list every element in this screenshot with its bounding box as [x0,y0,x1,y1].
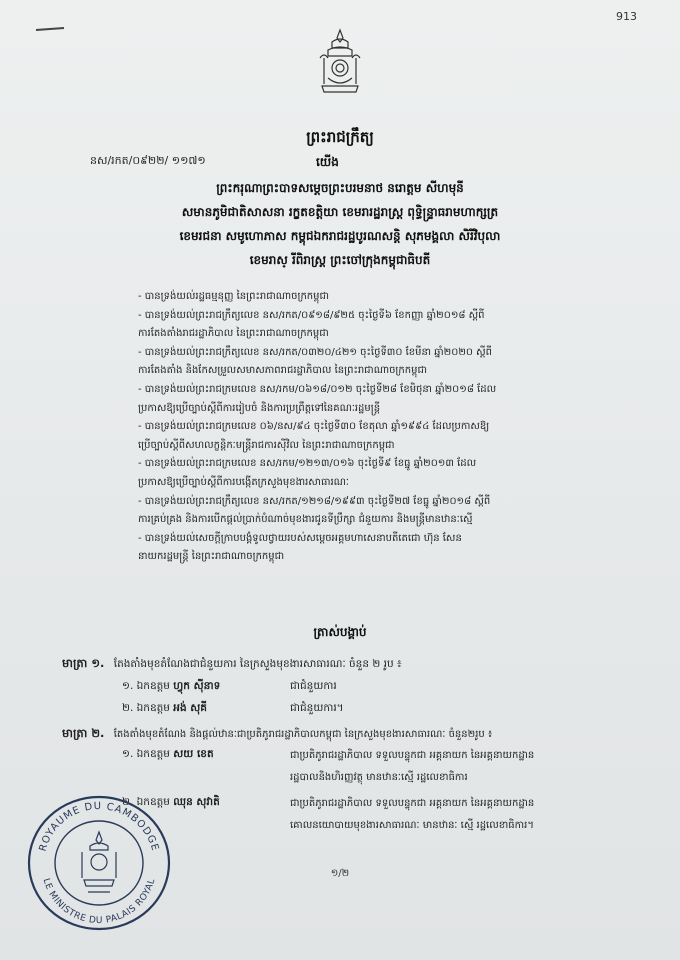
seal-label: យើង [316,155,339,169]
svg-text:ROYAUME DU CAMBODGE: ROYAUME DU CAMBODGE [37,800,161,853]
person-role: ជាជំនួយការ។ [290,702,344,714]
pen-mark [36,27,64,31]
person-number: ១. ឯកឧត្តម [122,680,170,692]
king-title-line: ខេមរជនា សមូហោភាស កម្ពុជឯករាជរដ្ឋបូរណសន្តិ សុភមង្គលា សិរីវិបុលា [179,229,501,243]
article-text: តែងតាំងមុខតំណែងជាជំនួយការ នៃក្រសួងមុខងារសាធារណៈ ចំនួន ២ រូប ៖ [113,658,402,670]
article-1 [62,656,402,673]
person-name: ឈុន សុវាតិ [173,796,220,808]
person-role: ជាប្រតិភូរាជរដ្ឋាភិបាល ទទួលបន្ទុកជា អគ្គនាយក នៃអគ្គនាយកដ្ឋាន [290,750,535,761]
visa-line: ប្រកាសឱ្យប្រើច្បាប់ស្តីពីការរៀបចំ និងការប្រព្រឹត្តទៅនៃគណៈរដ្ឋមន្ត្រី [138,402,381,414]
person-number: ២. ឯកឧត្តម [122,796,170,808]
person-row [122,702,207,717]
person-name: អង់ សុគី [173,702,207,714]
person-role: ជាជំនួយការ [290,680,337,692]
visa-line: - បានទ្រង់យល់រដ្ឋធម្មនុញ្ញ នៃព្រះរាជាណាចក្រកម្ពុជា [138,291,330,302]
person-name: ហ្វុក ស៊ីនាទ [173,680,221,692]
visa-line: នាយករដ្ឋមន្ត្រី នៃព្រះរាជាណាចក្រកម្ពុជា [138,551,285,563]
article-label: មាត្រា ២. [62,726,105,740]
person-role: ជាប្រតិភូរាជរដ្ឋាភិបាល ទទួលបន្ទុកជា អគ្គនាយក នៃអគ្គនាយកដ្ឋាន [290,798,535,809]
visa-line: - បានទ្រង់យល់សេចក្តីក្រាបបង្គំទូលថ្វាយរបស់សម្តេចអគ្គមហាសេនាបតីតេជោ ហ៊ុន សែន [138,532,462,544]
king-title-line: ខេមរាស្ រីពិរាស្ត្រ ព្រះចៅក្រុងកម្ពុជាធិបតី [249,253,431,267]
visa-line: ប្រើច្បាប់ស្តីពីសហលក្ខន្តិកៈមន្ត្រីរាជការស៊ីវិល នៃព្រះរាជាណាចក្រកម្ពុជា [138,439,395,451]
person-role-cont: រដ្ឋបាលនិងហិរញ្ញវត្ថុ មានឋានៈស្មើ រដ្ឋលេខាធិការ [290,772,468,783]
svg-text:LE MINISTRE DU PALAIS ROYAL: LE MINISTRE DU PALAIS ROYAL [40,877,158,927]
person-name: សយ ខេត [173,748,214,760]
visa-line: - បានទ្រង់យល់ព្រះរាជក្រមលេខ ០៦/នស/៩៤ ចុះថ្ងៃទី៣០ ខែតុលា ឆ្នាំ១៩៩៤ ដែលប្រកាសឱ្យ [138,421,490,433]
visa-line: ប្រកាសឱ្យប្រើច្បាប់ស្តីពីការបង្កើតក្រសួងមុខងារសាធារណៈ [138,476,349,488]
person-role-cont: គោលនយោបាយមុខងារសាធារណៈ មានឋានៈ ស្មើ រដ្ឋលេខាធិការ។ [290,820,534,831]
page-footer: ១/២ [330,868,350,879]
decree-heading: ត្រាស់បង្គាប់ [313,625,367,639]
person-row [122,680,220,695]
visa-line: ការគ្រប់គ្រង និងការបើកផ្តល់ប្រាក់បំណាច់មុខងារជូនទីប្រឹក្សា ជំនួយការ និងមន្ត្រីមានឋានៈស្មើ [138,514,473,526]
visa-line: - បានទ្រង់យល់ព្រះរាជក្រឹត្យលេខ នស/រកត/០៩១៨/៩២៥ ចុះថ្ងៃទី៦ ខែកញ្ញា ឆ្នាំ២០១៨ ស្តីពី [138,309,485,321]
visa-line: - បានទ្រង់យល់ព្រះរាជក្រមលេខ នស/រកម/១២១៣/០១៦ ចុះថ្ងៃទី៩ ខែធ្នូ ឆ្នាំ២០១៣ ដែល [138,458,477,470]
visa-line: - បានទ្រង់យល់ព្រះរាជក្រឹត្យលេខ នស/រកត/១២១៨/១៩៩៣ ចុះថ្ងៃទី២៧ ខែធ្នូ ឆ្នាំ២០១៨ ស្តីពី [138,495,491,507]
page-number: 913 [616,10,637,23]
person-row [122,748,214,763]
visa-line: ការតែងតាំងរាជរដ្ឋាភិបាល នៃព្រះរាជាណាចក្រកម្ពុជា [138,328,329,340]
visa-line: - បានទ្រង់យល់ព្រះរាជក្រឹត្យលេខ នស/រកត/០៣២០/៤២១ ចុះថ្ងៃទី៣០ ខែមីនា ឆ្នាំ២០២០ ស្តីពី [138,346,493,358]
reference-number: នស/រកត/០៩២២/ ១១៧១ [90,154,206,167]
king-title-line: សមានភូមិជាតិសាសនា រក្ខតខត្តិយា ខេមរារដ្ឋរាស្ត្រ ពុទ្ធិន្ទ្រាធរាមហាក្សត្រ [181,205,499,219]
visa-list [138,288,598,567]
royal-palace-stamp-icon [24,792,174,934]
person-number: ១. ឯកឧត្តម [122,748,170,760]
article-2 [62,726,492,743]
visa-line: ការតែងតាំង និងកែសម្រួលសមាសភាពរាជរដ្ឋាភិបាល នៃព្រះរាជាណាចក្រកម្ពុជា [138,365,427,377]
king-title-line: ព្រះករុណាព្រះបាទសម្ដេចព្រះបរមនាថ នរោត្តម សីហមុនី [216,181,464,195]
royal-crest-icon [310,28,370,96]
document-title: ព្រះរាជក្រឹត្យ [306,128,374,146]
article-text: តែងតាំងមុខតំណែង និងផ្តល់ឋានៈជាប្រតិភូរាជរដ្ឋាភិបាលកម្ពុជា នៃក្រសួងមុខងារសាធារណៈ ចំនួន២រូប ៖ [113,729,493,740]
article-label: មាត្រា ១. [62,656,105,670]
visa-line: - បានទ្រង់យល់ព្រះរាជក្រមលេខ នស/រកម/០៦១៨/០១២ ចុះថ្ងៃទី២៨ ខែមិថុនា ឆ្នាំ២០១៨ ដែល [138,383,497,395]
person-number: ២. ឯកឧត្តម [122,702,170,714]
